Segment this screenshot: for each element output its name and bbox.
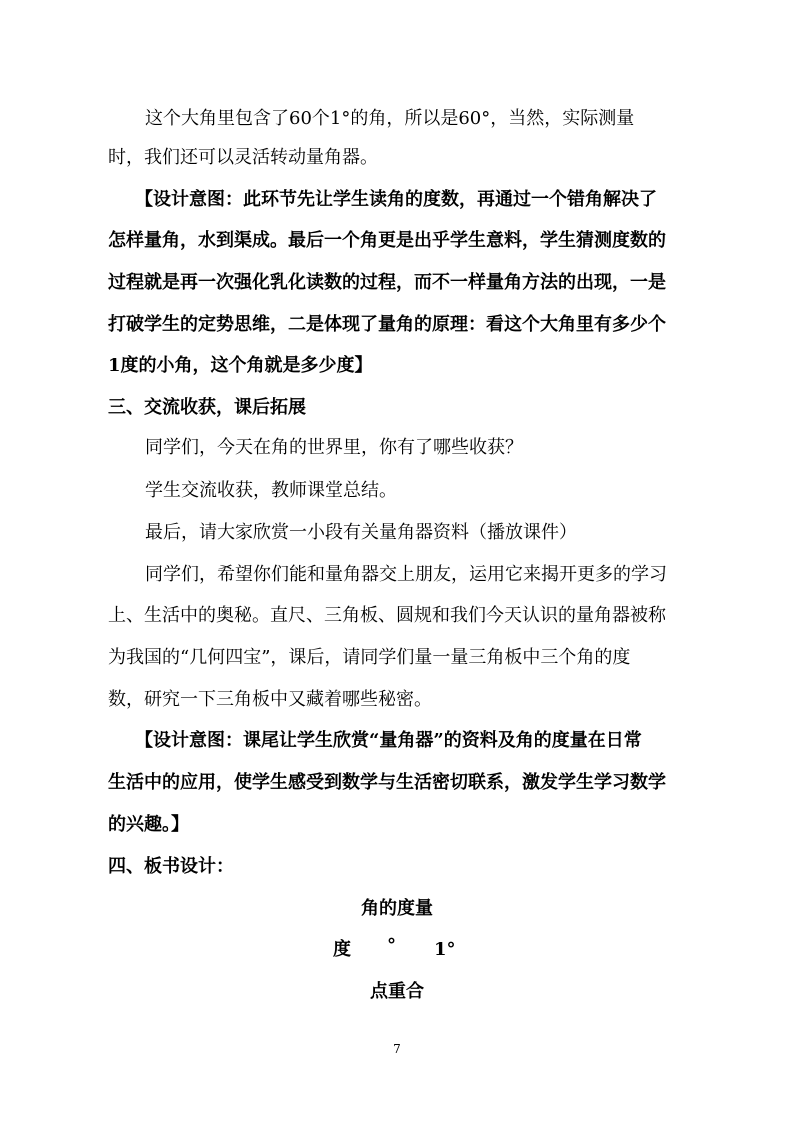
paragraph-1-line-2: 时，我们还可以灵活转动量角器。 (108, 147, 378, 168)
design-intent-2-line-1: 【设计意图：课尾让学生欣赏“量角器”的资料及角的度量在日常 (135, 730, 642, 751)
design-intent-1-line-3: 过程就是再一次强化乳化读数的过程，而不一样量角方法的出现，一是 (108, 272, 666, 293)
section-3-paragraph-line-2: 上、生活中的奥秘。直尺、三角板、圆规和我们今天认识的量角器被称 (108, 605, 666, 626)
section-3-paragraph-line-1: 同学们，希望你们能和量角器交上朋友，运用它来揭开更多的学习 (145, 564, 667, 585)
design-intent-1-line-2: 怎样量角，水到渠成。最后一个角更是出乎学生意料，学生猜测度数的 (108, 230, 666, 251)
design-intent-2-line-2: 生活中的应用，使学生感受到数学与生活密切联系，激发学生学习数学 (108, 772, 666, 793)
board-degree-word: 度 (333, 939, 351, 960)
board-title: 角的度量 (361, 898, 433, 919)
design-intent-1-line-4: 打破学生的定势思维，二是体现了量角的原理：看这个大角里有多少个 (108, 314, 666, 335)
section-4-heading: 四、板书设计： (108, 856, 234, 877)
section-3-summary: 学生交流收获，教师课堂总结。 (145, 480, 397, 501)
board-point-coincide: 点重合 (370, 981, 424, 1002)
section-3-heading: 三、交流收获，课后拓展 (108, 397, 306, 418)
section-3-courseware: 最后，请大家欣赏一小段有关量角器资料（播放课件） (145, 522, 577, 543)
section-3-question: 同学们，今天在角的世界里，你有了哪些收获？ (145, 437, 523, 458)
section-3-paragraph-line-4: 数，研究一下三角板中又藏着哪些秘密。 (108, 689, 432, 710)
board-one-degree: 1° (434, 939, 456, 960)
board-degree-symbol: ° (387, 935, 396, 956)
paragraph-1-line-1: 这个大角里包含了60个1°的角，所以是60°，当然，实际测量 (145, 108, 635, 129)
design-intent-1-line-5: 1度的小角，这个角就是多少度】 (108, 355, 373, 376)
design-intent-1-line-1: 【设计意图：此环节先让学生读角的度数，再通过一个错角解决了 (135, 189, 657, 210)
design-intent-2-line-3: 的兴趣。】 (108, 814, 189, 835)
page-number: 7 (393, 1042, 401, 1056)
section-3-paragraph-line-3: 为我国的“几何四宝”，课后，请同学们量一量三角板中三个角的度 (108, 647, 631, 668)
